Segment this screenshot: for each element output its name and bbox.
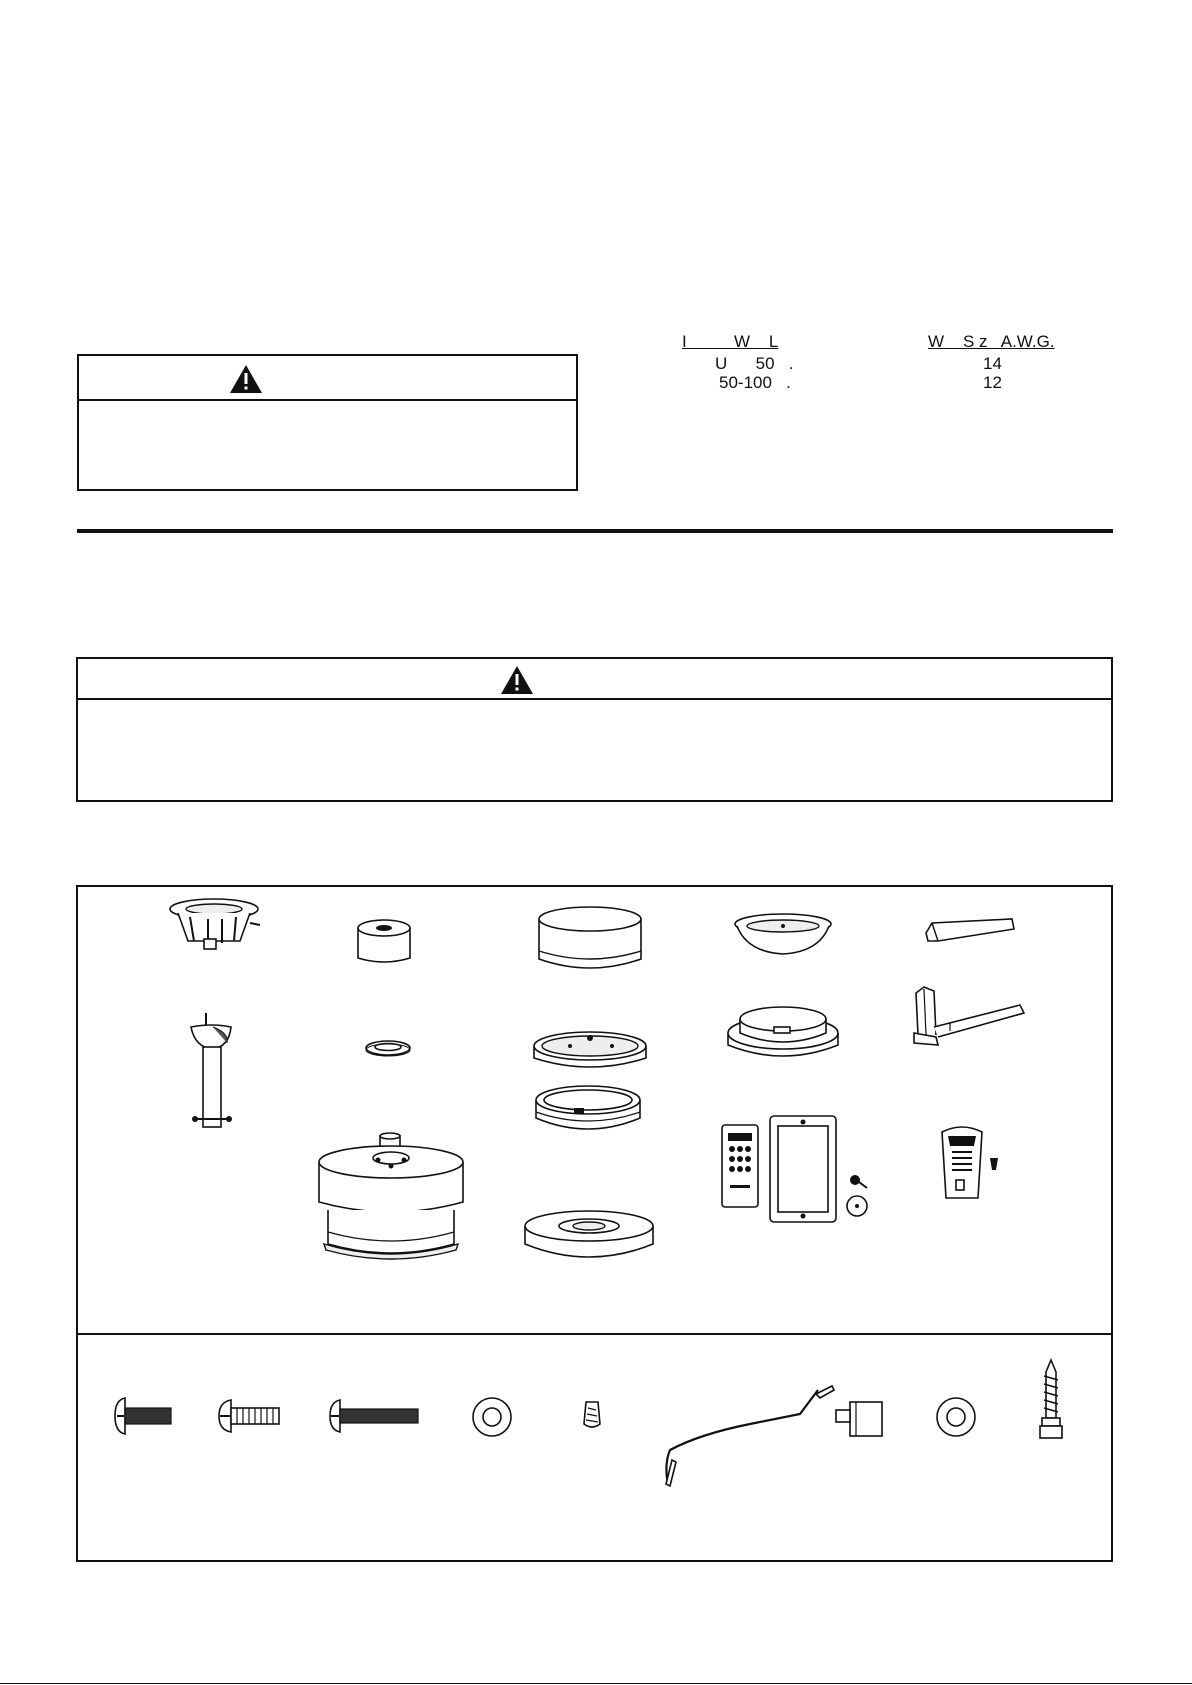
warning-box-wide: [76, 657, 1113, 802]
machine-screw-icon: [217, 1398, 281, 1434]
warning-triangle-icon: [229, 364, 263, 394]
canopy-icon: [537, 905, 643, 975]
switch-housing-ring-icon: [530, 1078, 646, 1142]
blade-screw-icon: [113, 1396, 173, 1436]
warning-box-divider: [79, 399, 576, 401]
safety-cable-icon: [660, 1384, 836, 1488]
light-kit-dish-icon: [732, 912, 834, 958]
wire-table-row-length: 50-100 .: [719, 373, 791, 392]
wire-table-row-length: U 50 .: [715, 354, 794, 373]
washer-icon: [935, 1396, 977, 1438]
long-screw-icon: [328, 1398, 420, 1434]
adapter-ring-icon: [724, 1003, 842, 1067]
mounting-bracket-icon: [164, 897, 264, 955]
warning-box-top: [77, 354, 578, 491]
light-glass-icon: [522, 1208, 656, 1268]
cable-clamp-icon: [834, 1398, 884, 1438]
remote-control-icon: [720, 1123, 760, 1209]
washer-icon: [471, 1396, 513, 1438]
lock-ring-icon: [364, 1038, 412, 1058]
page-footer-rule: [0, 1683, 1192, 1684]
downrod-icon: [187, 1011, 237, 1133]
receiver-icon: [938, 1122, 1000, 1202]
blade-arm-icon: [924, 915, 1016, 945]
wire-table-row-gauge: 14: [983, 354, 1002, 373]
coupling-cover-icon: [356, 918, 412, 966]
wood-screw-icon: [1036, 1358, 1066, 1442]
wire-nut-icon: [582, 1400, 602, 1430]
section-divider: [77, 529, 1113, 533]
wire-table-row-gauge: 12: [983, 373, 1002, 392]
parts-box-divider: [78, 1333, 1111, 1335]
wall-plate-icon: [768, 1114, 838, 1224]
warning-box-divider: [78, 698, 1111, 700]
switch-housing-plate-icon: [530, 1028, 650, 1076]
wall-plate-screws-icon: [845, 1172, 875, 1222]
blade-bracket-icon: [910, 985, 1028, 1047]
wire-table-header-length: I W L: [682, 332, 779, 351]
motor-assembly-icon: [316, 1132, 466, 1260]
warning-triangle-icon: [500, 665, 534, 695]
wire-table-header-gauge: W S z A.W.G.: [928, 332, 1055, 351]
